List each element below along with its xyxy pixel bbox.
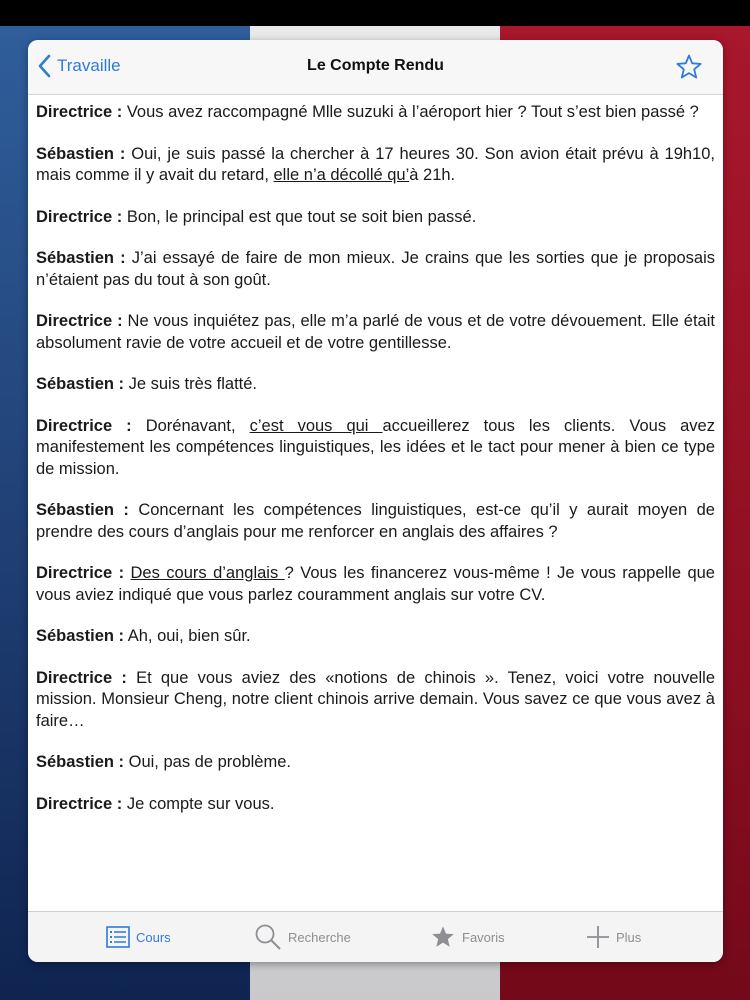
dialogue-text-segment: Concernant les compétences linguistiques, est-ce qu’il y aurait moyen de prendre des cours d’anglais pour me renforcer en anglais des affaires ?: [36, 501, 715, 541]
speaker-name: Sébastien :: [36, 501, 129, 519]
tab-plus[interactable]: [586, 912, 641, 962]
speaker-name: Directrice :: [36, 207, 123, 226]
dialogue-text-segment: Et que vous aviez des «notions de chinois ». Tenez, voici votre nouvelle mission. Monsieur Cheng, notre client chinois arrive demain. Vous savez ce que vous avez à faire…: [36, 668, 715, 730]
dialogue-text-segment: ? Vous les financerez vous-même ! Je vous rappelle que vous aviez indiqué que vous parlez couramment anglais sur votre CV.: [36, 564, 715, 604]
tab-recherche-label: Recherche: [288, 929, 351, 945]
back-button-label: Travaille: [57, 56, 121, 75]
speaker-name: Directrice :: [36, 668, 127, 687]
speaker-name: Sébastien :: [36, 249, 126, 267]
speaker-name: Sébastien :: [36, 627, 125, 645]
search-icon: [254, 923, 282, 951]
tab-favoris[interactable]: [430, 912, 505, 962]
tab-recherche[interactable]: [254, 912, 351, 962]
star-outline-icon: [677, 56, 700, 78]
dialogue-line: [36, 563, 715, 606]
list-icon: [106, 926, 130, 948]
dialogue-text-segment: à 21h.: [409, 166, 456, 184]
speaker-name: Directrice :: [36, 312, 123, 330]
speaker-name: Sébastien :: [36, 375, 125, 393]
tab-cours-label: Cours: [136, 929, 171, 945]
dialogue-line: [36, 500, 715, 543]
dialogue-line: [36, 248, 715, 291]
dialogue-line: [36, 144, 715, 187]
favorite-star-button[interactable]: [675, 53, 703, 81]
dialogue-text-segment: J’ai essayé de faire de mon mieux. Je crains que les sorties que je proposais n’étaient pas du tout à son goût.: [36, 249, 715, 289]
dialogue-text-segment: Ne vous inquiétez pas, elle m’a parlé de vous et de votre dévouement. Elle était absolument ravie de votre accueil et de votre gentillesse.: [36, 312, 715, 352]
dialogue-text-segment: Vous avez raccompagné Mlle suzuki à l’aéroport hier ? Tout s’est bien passé ?: [126, 103, 699, 121]
dialogue-text-segment: Dorénavant,: [145, 416, 250, 435]
dialogue-text: [36, 102, 715, 910]
tab-bar: [28, 911, 723, 962]
speaker-name: Directrice :: [36, 103, 123, 121]
tab-plus-label: Plus: [616, 929, 642, 945]
speaker-name: Sébastien :: [36, 753, 125, 771]
navigation-bar: [28, 40, 723, 95]
dialogue-line: [36, 311, 715, 354]
dialogue-text-segment: Je compte sur vous.: [126, 794, 275, 813]
plus-icon: [586, 925, 610, 949]
document-card: [28, 40, 723, 962]
page-title: Le Compte Rendu: [307, 57, 444, 74]
dialogue-text-segment: Je suis très flatté.: [128, 375, 258, 393]
dialogue-line: [36, 102, 715, 124]
speaker-name: Sébastien :: [36, 144, 126, 163]
dialogue-text-segment: Oui, je suis passé la chercher à 17 heures 30. Son avion était prévu à 19h10, mais comme il y avait du retard,: [36, 144, 715, 184]
underlined-phrase: elle n’a décollé qu’: [273, 166, 410, 184]
dialogue-line: [36, 626, 715, 648]
dialogue-line: [36, 794, 715, 816]
dialogue-text-segment: Bon, le principal est que tout se soit bien passé.: [126, 207, 477, 226]
star-icon: [430, 924, 456, 950]
dialogue-text-segment: Oui, pas de problème.: [128, 753, 291, 771]
speaker-name: Directrice :: [36, 794, 123, 813]
tab-favoris-label: Favoris: [462, 929, 505, 945]
dialogue-line: [36, 416, 715, 481]
dialogue-line: [36, 207, 715, 229]
underlined-phrase: c’est vous qui: [249, 416, 383, 435]
tab-cours[interactable]: [106, 912, 171, 962]
speaker-name: Directrice :: [36, 564, 125, 582]
dialogue-line: [36, 374, 715, 396]
dialogue-text-segment: accueillerez tous les clients. Vous avez manifestement les compétences linguistiques, les idées et le tact pour mener à bien ce type de mission.: [36, 416, 715, 478]
dialogue-line: [36, 752, 715, 774]
dialogue-line: [36, 668, 715, 733]
underlined-phrase: Des cours d’anglais: [130, 564, 285, 582]
dialogue-text-segment: Ah, oui, bien sûr.: [127, 627, 251, 645]
speaker-name: Directrice :: [36, 416, 132, 435]
